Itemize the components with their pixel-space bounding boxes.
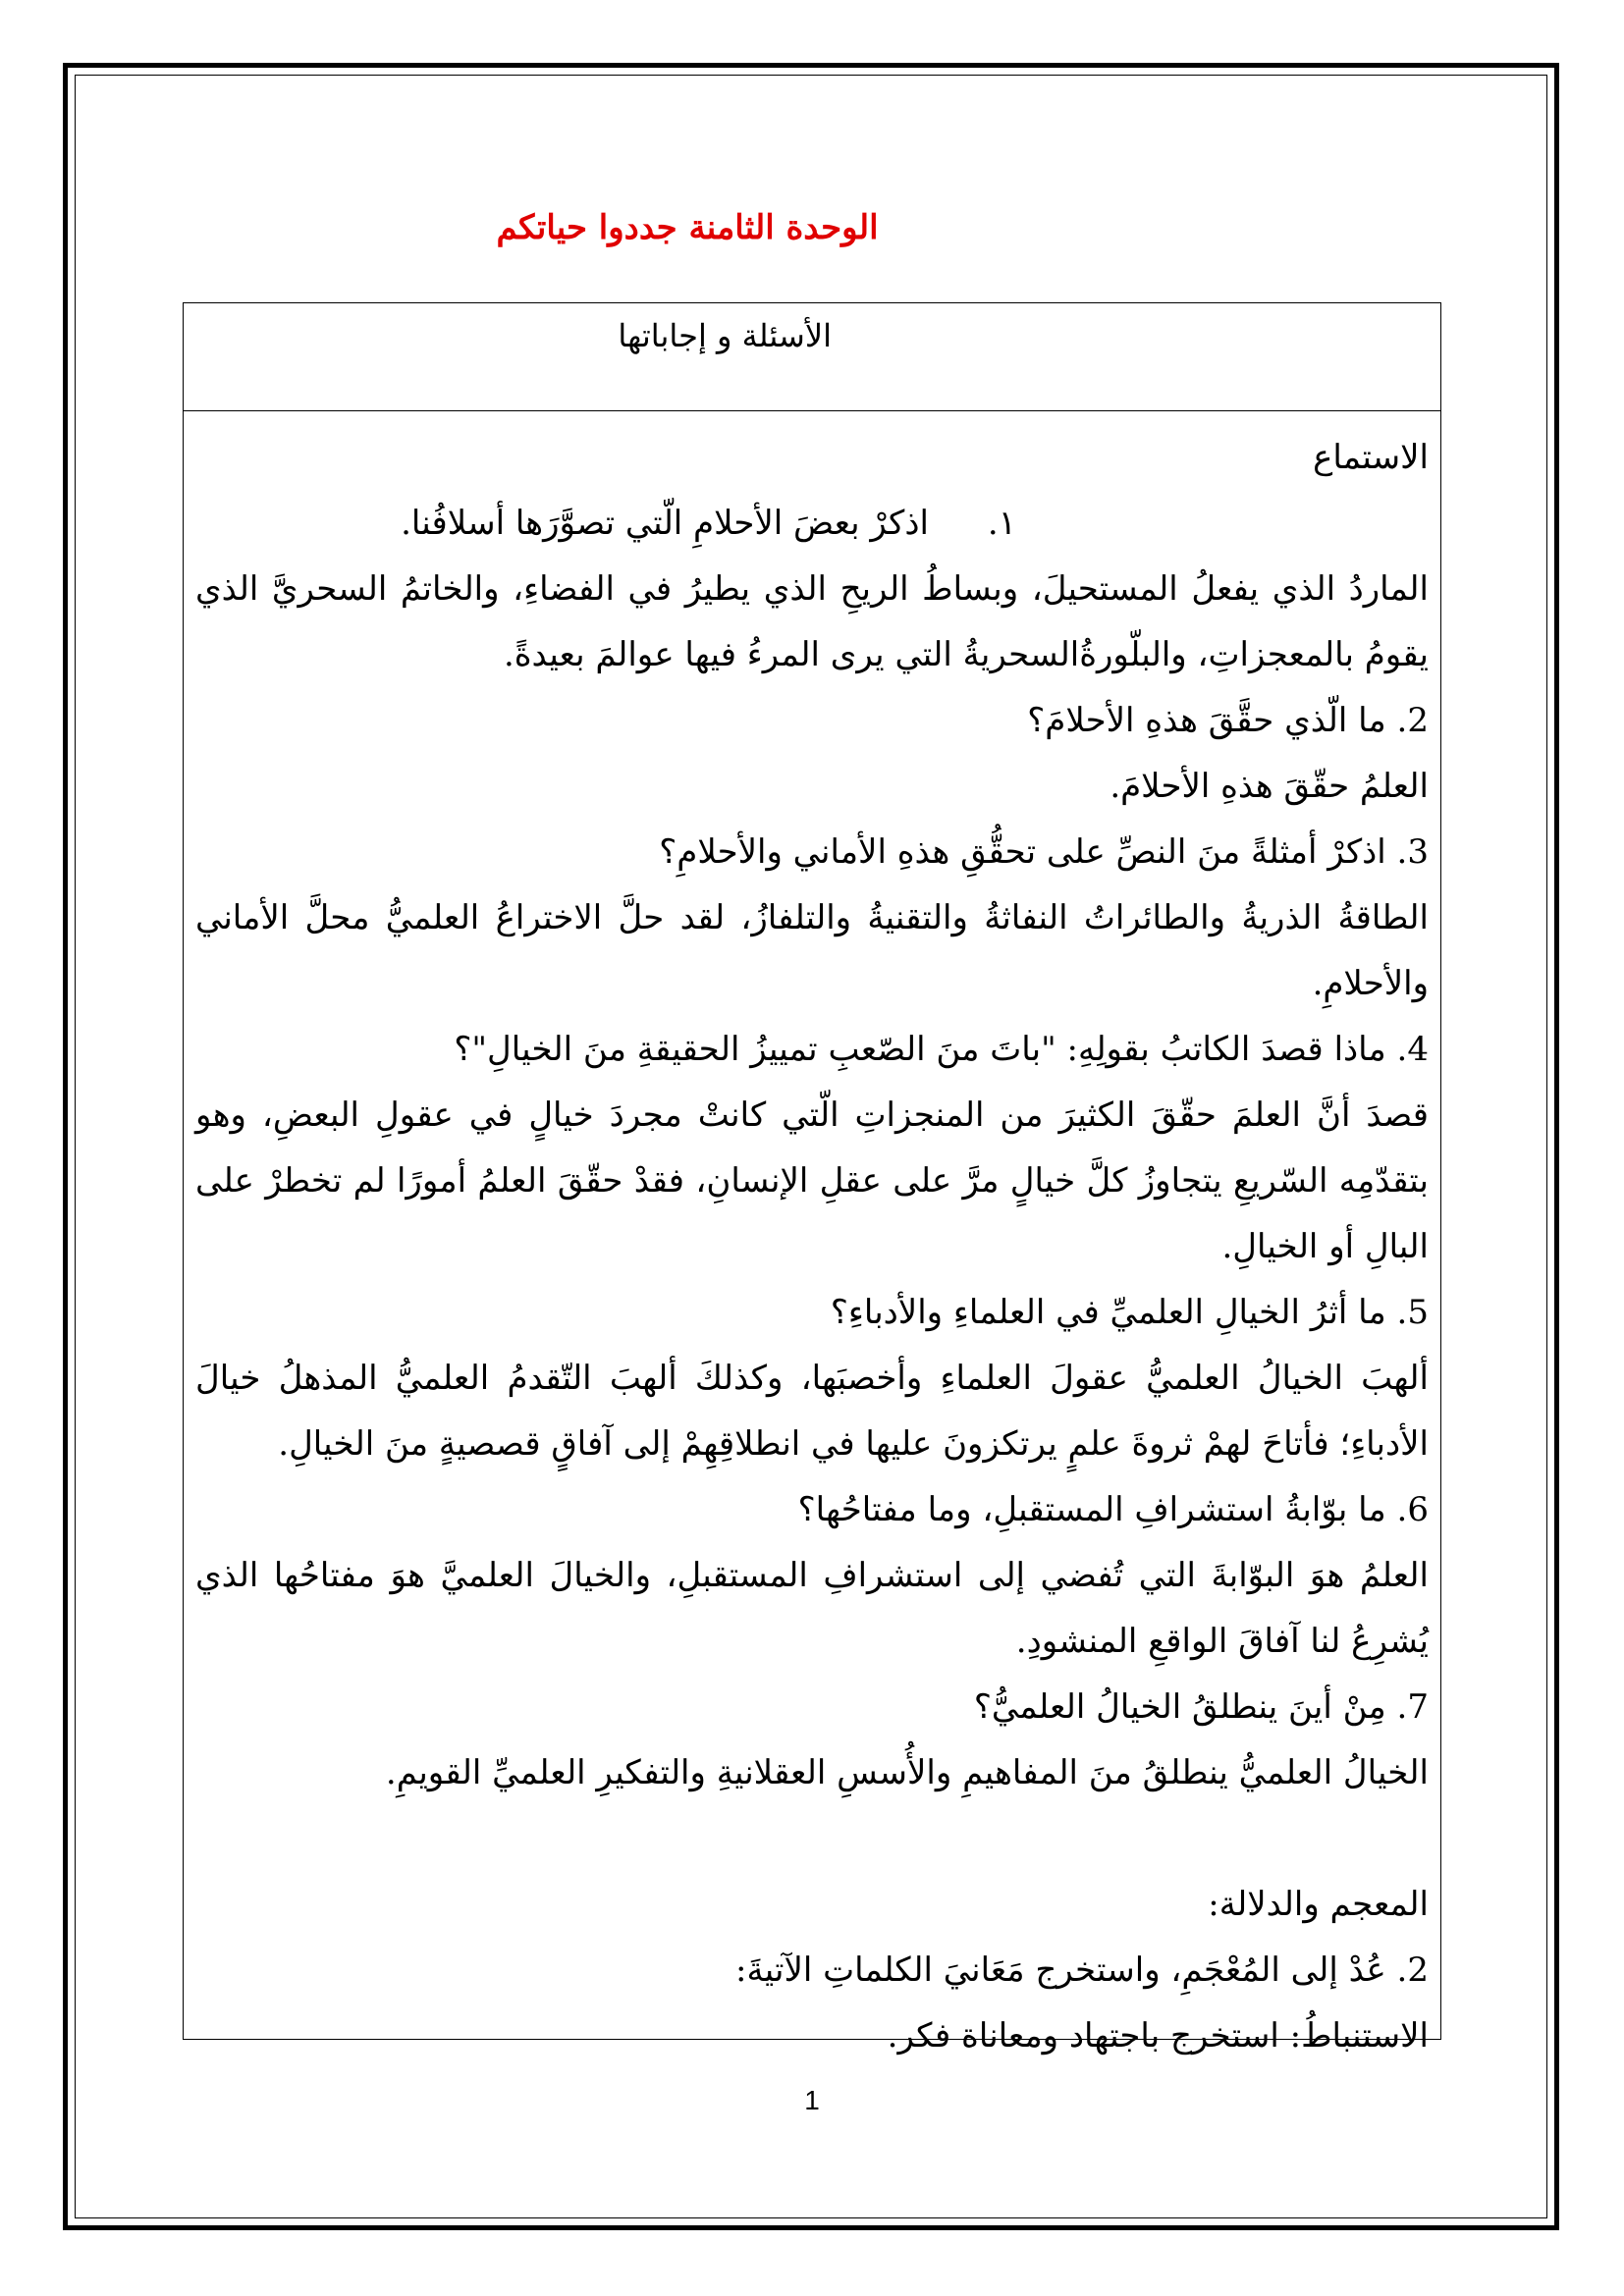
section-heading-dictionary: المعجم والدلالة:	[1208, 1885, 1429, 1924]
page-number: 1	[804, 2085, 820, 2115]
answer-6: العلمُ هوَ البوّابةَ التي تُفضي إلى استشرافِ المستقبلِ، والخيالَ العلميَّ هوَ مفتاحُها الذي يُشرِعُ لنا آفاقَ الواقعِ المنشودِ.	[195, 1556, 1429, 1661]
answer-2: العلمُ حقّقَ هذهِ الأحلامَ.	[1110, 767, 1429, 806]
answer-5: ألهبَ الخيالُ العلميُّ عقولَ العلماءِ وأخصبَها، وكذلكَ ألهبَ التّقدمُ العلميُّ المذهلُ خيالَ الأدباءِ؛ فأتاحَ لهمْ ثروةَ علمٍ يرتكزونَ عليها في انطلاقِهِمْ إلى آفاقٍ قصصيةٍ منَ الخيالِ.	[195, 1359, 1429, 1464]
answer-7: الخيالُ العلميُّ ينطلقُ منَ المفاهيمِ والأُسسِ العقلانيةِ والتفكيرِ العلميِّ القويمِ.	[385, 1753, 1429, 1792]
dictionary-question-2: 2. عُدْ إلى المُعْجَمِ، واستخرج مَعَانيَ الكلماتِ الآتيةَ:	[735, 1950, 1429, 1990]
unit-title: الوحدة الثامنة جددوا حياتكم	[496, 208, 879, 247]
spacer	[195, 1806, 1429, 1872]
question-1	[195, 491, 1429, 557]
questions-table	[183, 302, 1441, 2056]
dictionary-answer-1: الاستنباطُ: استخرج باجتهاد ومعاناة فكر.	[887, 2016, 1429, 2056]
answer-4: قصدَ أنَّ العلمَ حقّقَ الكثيرَ من المنجزاتِ الّتي كانتْ مجردَ خيالٍ في عقولِ البعضِ، وهو بتقدّمِه السّريعِ يتجاوزُ كلَّ خيالٍ مرَّ على عقلِ الإنسانِ، فقدْ حقّقَ العلمُ أمورًا لم تخطرْ على البالِ أو الخيالِ.	[195, 1095, 1429, 1266]
answer-3: الطاقةُ الذريةُ والطائراتُ النفاثةُ والتقنيةُ والتلفازُ، لقد حلَّ الاختراعُ العلميُّ محلَّ الأماني والأحلامِ.	[195, 898, 1429, 1003]
question-5: 5. ما أثرُ الخيالِ العلميِّ في العلماءِ والأدباءِ؟	[830, 1293, 1429, 1332]
question-1-text: اذكرْ بعضَ الأحلامِ الّتي تصوَّرَها أسلافُنا.	[401, 504, 929, 543]
table-content	[184, 411, 1440, 2069]
section-heading-listening: الاستماع	[1313, 438, 1429, 477]
table-header-row	[184, 303, 1440, 411]
question-6: 6. ما بوّابةُ استشرافِ المستقبلِ، وما مفتاحُها؟	[797, 1490, 1429, 1529]
question-3: 3. اذكرْ أمثلةً منَ النصِّ على تحقُّقِ هذهِ الأماني والأحلامِ؟	[659, 832, 1429, 872]
question-4: 4. ماذا قصدَ الكاتبُ بقولِهِ: "باتَ منَ الصّعبِ تمييزُ الحقيقةِ منَ الخيالِ"؟	[454, 1030, 1429, 1069]
question-7: 7. مِنْ أينَ ينطلقُ الخيالُ العلميُّ؟	[973, 1687, 1429, 1727]
answer-1: الماردُ الذي يفعلُ المستحيلَ، وبساطُ الريحِ الذي يطيرُ في الفضاءِ، والخاتمُ السحريَّ الذي يقومُ بالمعجزاتِ، والبلّورةُالسحريةُ التي يرى المرءُ فيها عوالمَ بعيدةً.	[195, 569, 1429, 674]
question-2: 2. ما الّذي حقَّقَ هذهِ الأحلامَ؟	[1027, 701, 1429, 740]
question-1-number: ١.	[987, 504, 1016, 543]
table-header-label: الأسئلة و إجاباتها	[618, 317, 832, 354]
